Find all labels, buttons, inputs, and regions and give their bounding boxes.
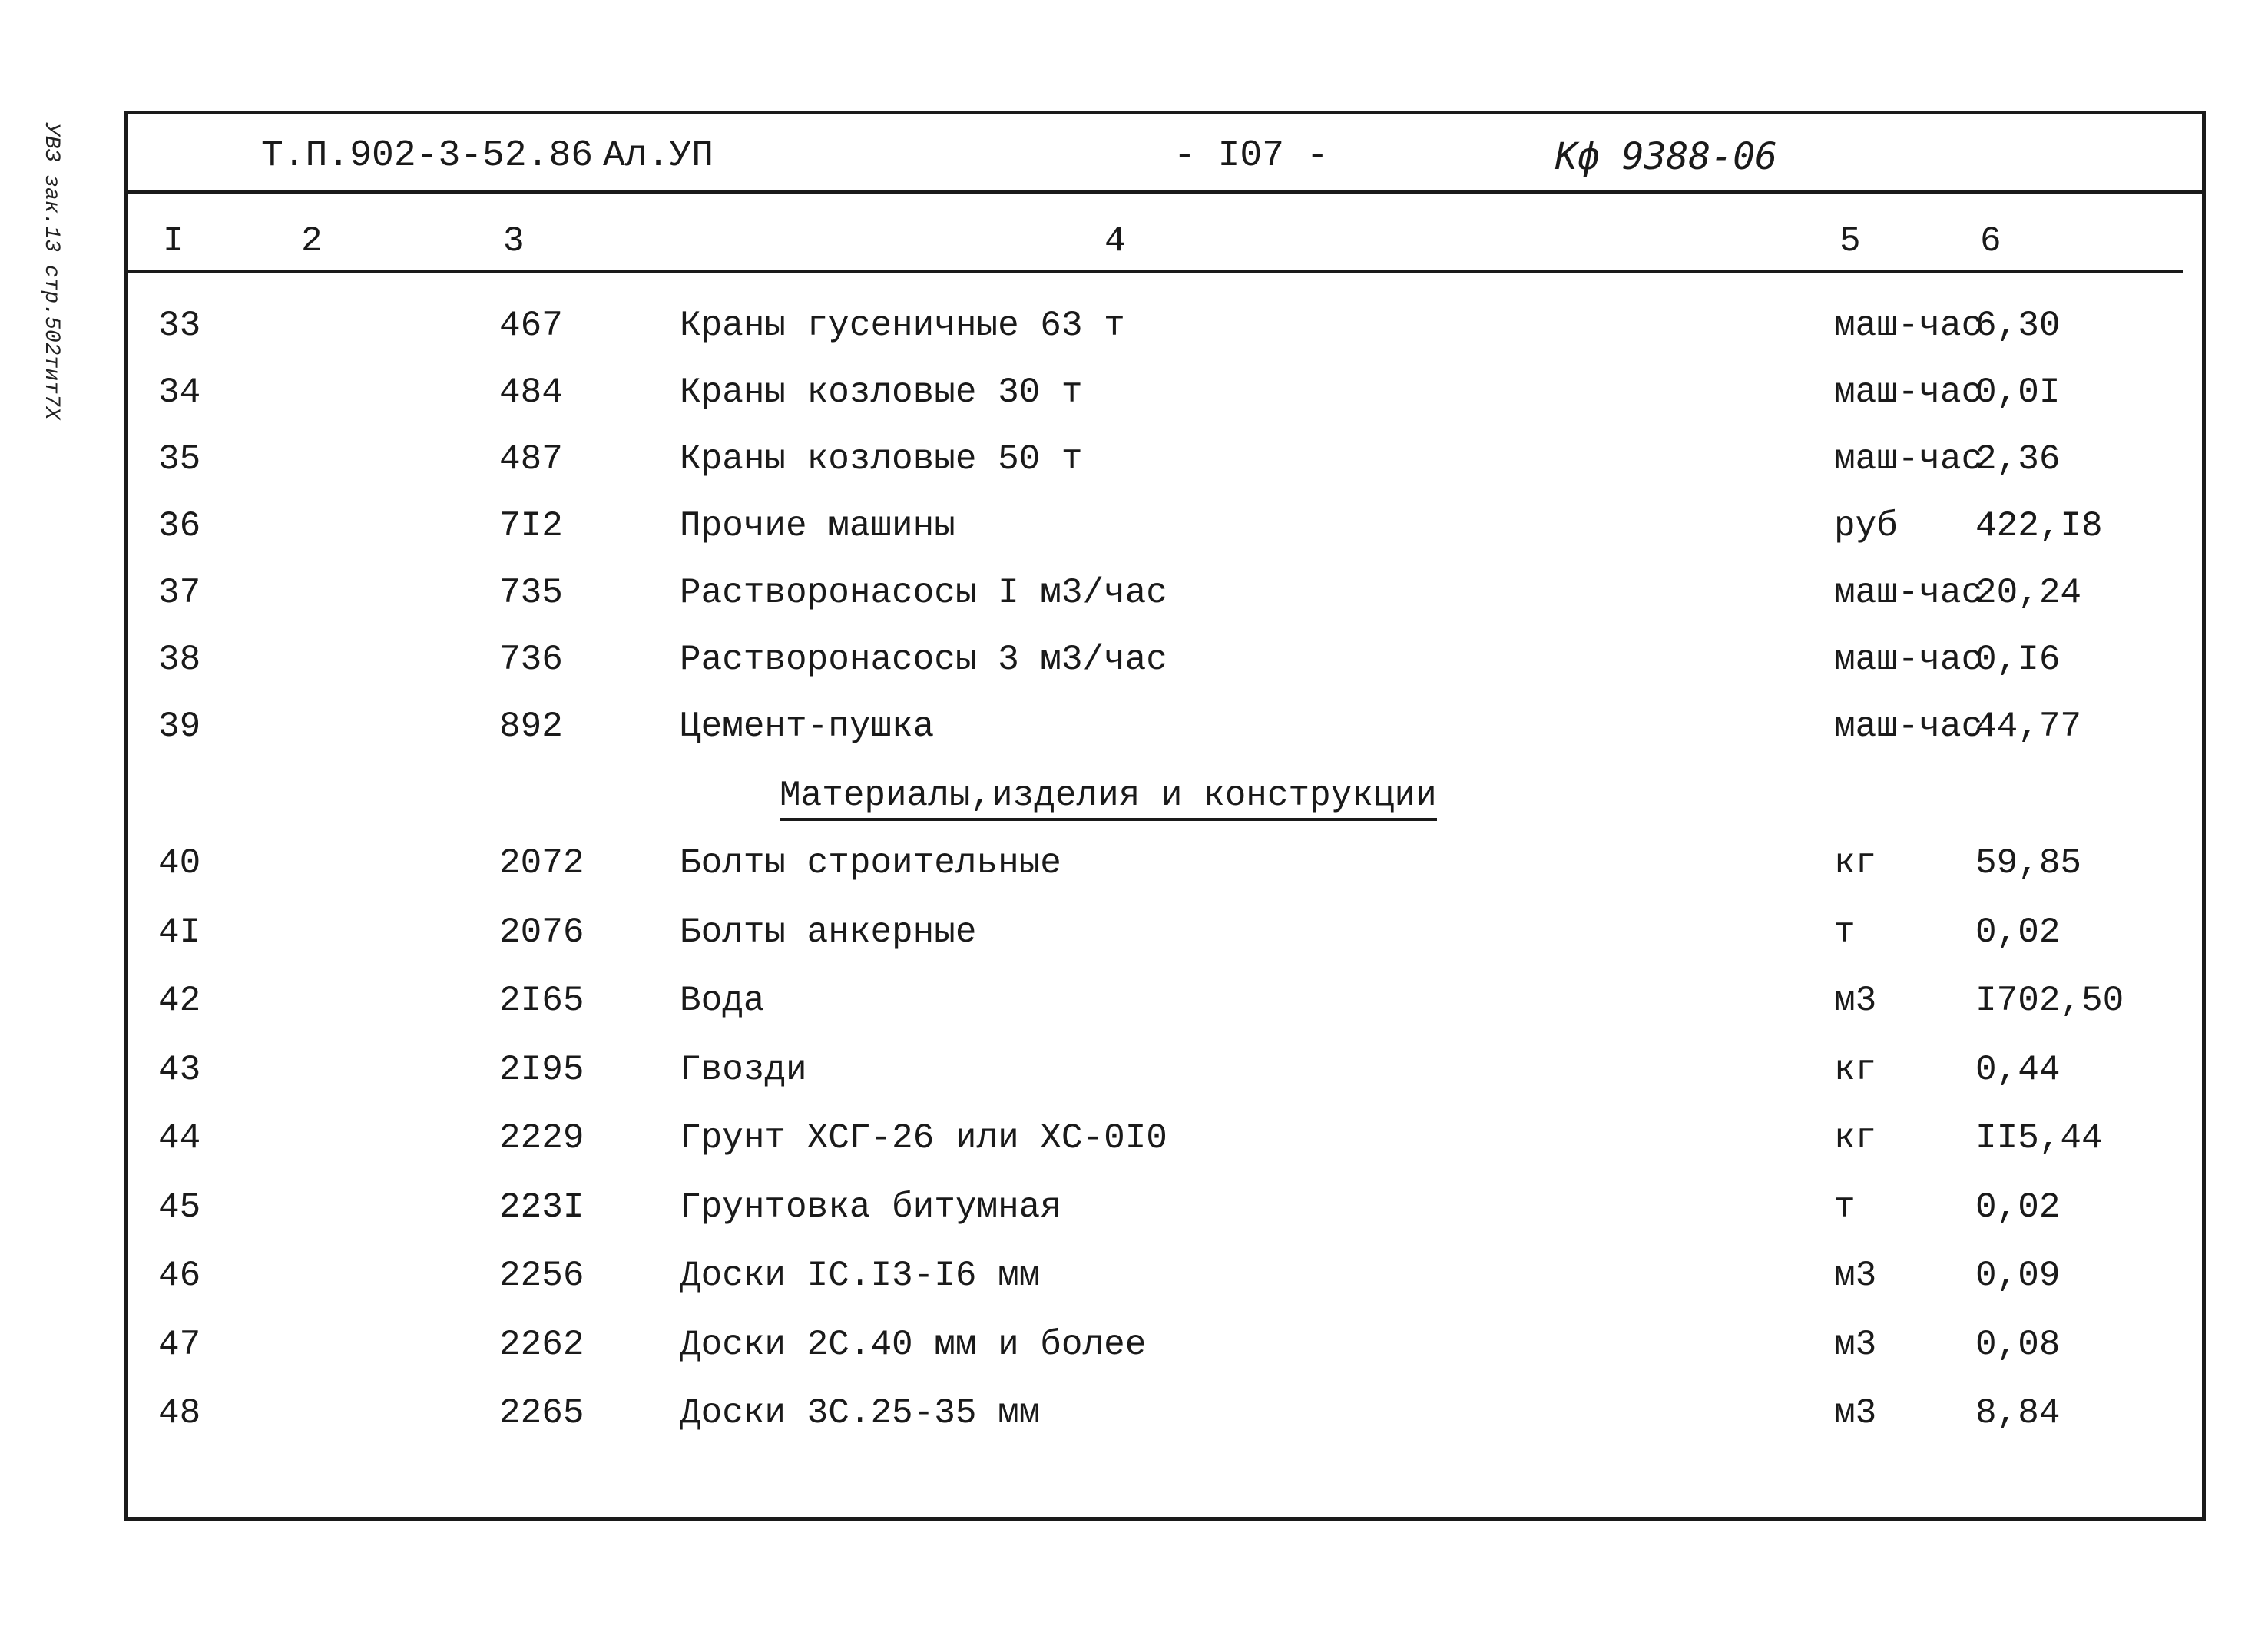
unit: м3 [1834, 1256, 1877, 1296]
row-number: 42 [158, 981, 201, 1021]
resource-code: 2262 [499, 1324, 584, 1365]
table-row [0, 1050, 2268, 1111]
quantity: 0,02 [1975, 1187, 2061, 1227]
quantity: 0,09 [1975, 1256, 2061, 1296]
column-number-6: 6 [1980, 221, 2001, 261]
resource-code: 2I95 [499, 1049, 584, 1090]
quantity: 8,84 [1975, 1393, 2061, 1433]
project-number: Т.П.902-3-52.86 [261, 135, 594, 177]
resource-name: Цемент-пушка [680, 707, 935, 746]
resource-name: Гвозди [680, 1049, 807, 1090]
resource-name: Краны козловые 50 т [680, 439, 1083, 479]
title-block-divider [124, 190, 2206, 194]
resource-code: 2256 [499, 1256, 584, 1296]
document-code: Кф 9388-06 [1555, 135, 1777, 178]
resource-name: Прочие машины [680, 506, 955, 546]
table-row [0, 640, 2268, 701]
resource-code: 2072 [499, 843, 584, 883]
unit: маш-час [1834, 573, 1983, 613]
unit: маш-час [1834, 439, 1983, 479]
unit: кг [1834, 1118, 1877, 1158]
resource-name: Краны козловые 30 т [680, 372, 1083, 412]
resource-code: 2076 [499, 912, 584, 952]
row-number: 39 [158, 707, 201, 746]
column-number-3: 3 [503, 221, 525, 261]
table-row [0, 306, 2268, 367]
quantity: 0,08 [1975, 1324, 2061, 1365]
unit: м3 [1834, 1324, 1877, 1365]
resource-name: Растворонасосы I м3/час [680, 573, 1167, 613]
row-number: 33 [158, 306, 201, 346]
quantity: 0,I6 [1975, 640, 2061, 680]
table-row [0, 912, 2268, 974]
unit: маш-час [1834, 372, 1983, 412]
unit: м3 [1834, 1393, 1877, 1433]
resource-name: Болты строительные [680, 843, 1061, 883]
quantity: II5,44 [1975, 1118, 2103, 1158]
resource-name: Краны гусеничные 63 т [680, 306, 1125, 346]
table-row [0, 707, 2268, 768]
table-row [0, 573, 2268, 634]
resource-code: 2265 [499, 1393, 584, 1433]
quantity: 2,36 [1975, 439, 2061, 479]
row-number: 46 [158, 1256, 201, 1296]
resource-name: Грунтовка битумная [680, 1187, 1061, 1227]
table-row [0, 1393, 2268, 1455]
resource-code: 7I2 [499, 506, 563, 546]
resource-name: Вода [680, 981, 765, 1021]
row-number: 47 [158, 1324, 201, 1365]
resource-name: Доски 3С.25-35 мм [680, 1393, 1041, 1433]
resource-name: Грунт ХСГ-26 или ХС-0I0 [680, 1118, 1167, 1158]
resource-name: Болты анкерные [680, 912, 977, 952]
quantity: 6,30 [1975, 306, 2061, 346]
unit: кг [1834, 843, 1877, 883]
row-number: 48 [158, 1393, 201, 1433]
row-number: 38 [158, 640, 201, 680]
resource-code: 2229 [499, 1118, 584, 1158]
resource-code: 735 [499, 573, 563, 613]
quantity: 0,44 [1975, 1049, 2061, 1090]
table-row [0, 981, 2268, 1042]
resource-code: 2I65 [499, 981, 584, 1021]
quantity: 44,77 [1975, 707, 2082, 746]
resource-code: 892 [499, 707, 563, 746]
unit: м3 [1834, 981, 1877, 1021]
unit: т [1834, 912, 1856, 952]
column-header-divider [124, 270, 2183, 273]
resource-code: 736 [499, 640, 563, 680]
column-number-1: I [163, 221, 184, 261]
row-number: 45 [158, 1187, 201, 1227]
unit: маш-час [1834, 306, 1983, 346]
table-row [0, 372, 2268, 434]
unit: кг [1834, 1049, 1877, 1090]
resource-name: Растворонасосы 3 м3/час [680, 640, 1167, 680]
side-stamp: УВЗ зак.13 стр.502тит7Х [39, 123, 63, 420]
table-row [0, 843, 2268, 905]
album-number: Ал.УП [603, 135, 714, 177]
section-title: Материалы,изделия и конструкции [780, 776, 1437, 821]
page-number: - I07 - [1174, 135, 1329, 177]
column-number-4: 4 [1104, 221, 1126, 261]
resource-code: 487 [499, 439, 563, 479]
row-number: 34 [158, 372, 201, 412]
row-number: 36 [158, 506, 201, 546]
column-number-5: 5 [1839, 221, 1861, 261]
row-number: 44 [158, 1118, 201, 1158]
resource-code: 484 [499, 372, 563, 412]
row-number: 43 [158, 1049, 201, 1090]
row-number: 35 [158, 439, 201, 479]
unit: маш-час [1834, 640, 1983, 680]
quantity: 59,85 [1975, 843, 2082, 883]
table-row [0, 1325, 2268, 1386]
quantity: 0,0I [1975, 372, 2061, 412]
row-number: 4I [158, 912, 201, 952]
resource-name: Доски IС.I3-I6 мм [680, 1256, 1041, 1296]
resource-name: Доски 2С.40 мм и более [680, 1324, 1147, 1365]
quantity: 20,24 [1975, 573, 2082, 613]
table-row [0, 1256, 2268, 1317]
row-number: 40 [158, 843, 201, 883]
column-number-2: 2 [301, 221, 323, 261]
unit: руб [1834, 506, 1898, 546]
quantity: 0,02 [1975, 912, 2061, 952]
quantity: I702,50 [1975, 981, 2124, 1021]
table-row [0, 506, 2268, 568]
resource-code: 223I [499, 1187, 584, 1227]
unit: т [1834, 1187, 1856, 1227]
table-row [0, 1187, 2268, 1249]
quantity: 422,I8 [1975, 506, 2103, 546]
table-row [0, 1118, 2268, 1180]
row-number: 37 [158, 573, 201, 613]
unit: маш-час [1834, 707, 1983, 746]
table-row [0, 439, 2268, 501]
resource-code: 467 [499, 306, 563, 346]
